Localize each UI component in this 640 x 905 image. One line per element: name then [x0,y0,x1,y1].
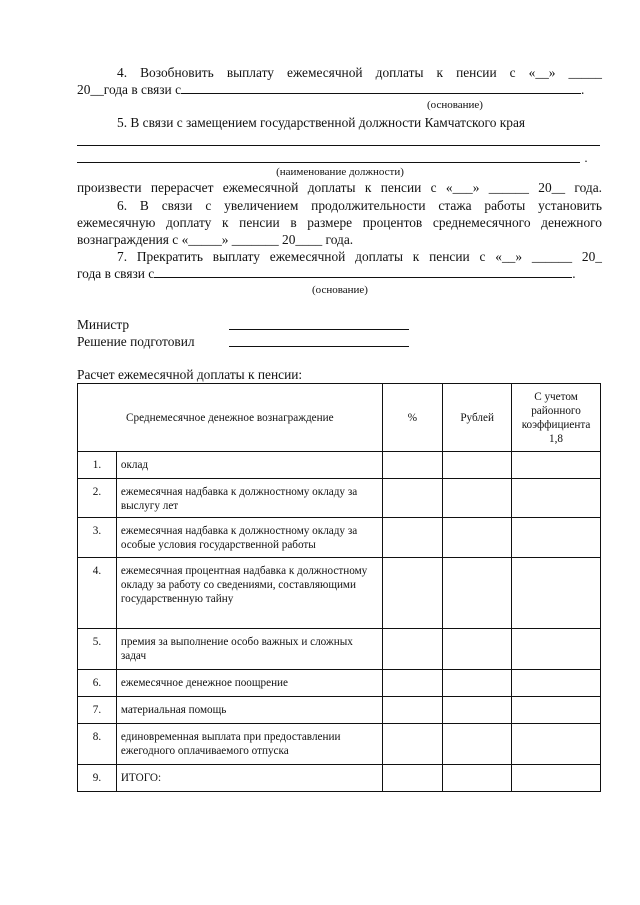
item7-caption: (основание) [312,284,368,296]
percent-cell[interactable] [382,629,443,670]
item7-line2 [77,265,602,282]
coef-cell[interactable] [512,765,601,792]
item4-line2-end: . [581,82,585,97]
rubles-cell[interactable] [443,558,512,629]
percent-cell[interactable] [382,558,443,629]
item7-line2-prefix: года в связи с [77,266,155,281]
item5-line-end: . [584,150,588,165]
header-coef: С учетом районного коэффициента 1,8 [512,384,601,452]
percent-cell[interactable] [382,518,443,558]
item4-caption: (основание) [427,99,483,111]
item4-line1: 4. Возобновить выплату ежемесячной доплаты к пенсии с «__» _____ [117,65,602,80]
item4-basis-blank[interactable] [181,81,581,94]
minister-label: Министр [77,317,130,332]
calc-header-row [78,384,601,452]
minister-signature-line[interactable] [229,329,409,330]
item4-line2-prefix: 20__года в связи с [77,82,182,97]
table-row [78,479,601,518]
row-number: 4. [78,558,117,629]
coef-cell[interactable] [512,724,601,765]
percent-cell[interactable] [382,452,443,479]
row-number: 9. [78,765,117,792]
row-label: ежемесячная процентная надбавка к должностному окладу за работу со сведениями, составляющими государственную тайну [116,558,382,629]
table-row [78,558,601,629]
item7-line1: 7. Прекратить выплату ежемесячной доплаты к пенсии с «__» ______ 20_ [117,249,602,264]
row-label: материальная помощь [116,697,382,724]
prepared-by-label: Решение подготовил [77,334,195,349]
rubles-cell[interactable] [443,724,512,765]
percent-cell[interactable] [382,670,443,697]
prepared-by-signature-line[interactable] [229,346,409,347]
row-number: 3. [78,518,117,558]
row-label: ежемесячная надбавка к должностному окладу за выслугу лет [116,479,382,518]
calc-table-body [78,452,601,792]
rubles-cell[interactable] [443,697,512,724]
row-number: 5. [78,629,117,670]
coef-cell[interactable] [512,518,601,558]
row-label: единовременная выплата при предоставлении ежегодного оплачиваемого отпуска [116,724,382,765]
table-row [78,629,601,670]
header-main: Среднемесячное денежное вознаграждение [78,384,383,452]
coef-cell[interactable] [512,670,601,697]
table-row [78,452,601,479]
row-number: 1. [78,452,117,479]
row-label: ежемесячная надбавка к должностному окладу за особые условия государственной работы [116,518,382,558]
row-label: ИТОГО: [116,765,382,792]
item5-position-line1[interactable] [77,145,600,146]
rubles-cell[interactable] [443,518,512,558]
percent-cell[interactable] [382,765,443,792]
item4-line2 [77,81,602,98]
item5-position-line2[interactable] [77,162,580,163]
header-percent: % [382,384,443,452]
percent-cell[interactable] [382,479,443,518]
rubles-cell[interactable] [443,452,512,479]
item5-line3: произвести перерасчет ежемесячной доплаты к пенсии с «___» ______ 20__ года. [77,180,602,195]
coef-cell[interactable] [512,479,601,518]
table-row [78,670,601,697]
header-rubles: Рублей [443,384,512,452]
percent-cell[interactable] [382,724,443,765]
table-row [78,765,601,792]
rubles-cell[interactable] [443,479,512,518]
coef-cell[interactable] [512,697,601,724]
rubles-cell[interactable] [443,765,512,792]
row-number: 8. [78,724,117,765]
table-row [78,697,601,724]
item5-caption: (наименование должности) [276,166,404,178]
item6-line3: вознаграждения с «_____» _______ 20____ года. [77,232,354,247]
item6-line1: 6. В связи с увеличением продолжительности стажа работы установить [117,198,602,213]
coef-cell[interactable] [512,558,601,629]
row-label: премия за выполнение особо важных и сложных задач [116,629,382,670]
row-number: 7. [78,697,117,724]
item5-line1: 5. В связи с замещением государственной должности Камчатского края [117,115,526,130]
coef-cell[interactable] [512,452,601,479]
table-row [78,724,601,765]
calc-table [77,383,601,792]
table-row [78,518,601,558]
item7-basis-blank[interactable] [154,265,572,278]
row-label: ежемесячное денежное поощрение [116,670,382,697]
percent-cell[interactable] [382,697,443,724]
row-number: 6. [78,670,117,697]
coef-cell[interactable] [512,629,601,670]
rubles-cell[interactable] [443,670,512,697]
row-label: оклад [116,452,382,479]
item7-line2-end: . [572,266,576,281]
rubles-cell[interactable] [443,629,512,670]
item6-line2: ежемесячную доплату к пенсии в размере процентов среднемесячного денежного [77,215,602,230]
calc-title: Расчет ежемесячной доплаты к пенсии: [77,367,303,382]
row-number: 2. [78,479,117,518]
